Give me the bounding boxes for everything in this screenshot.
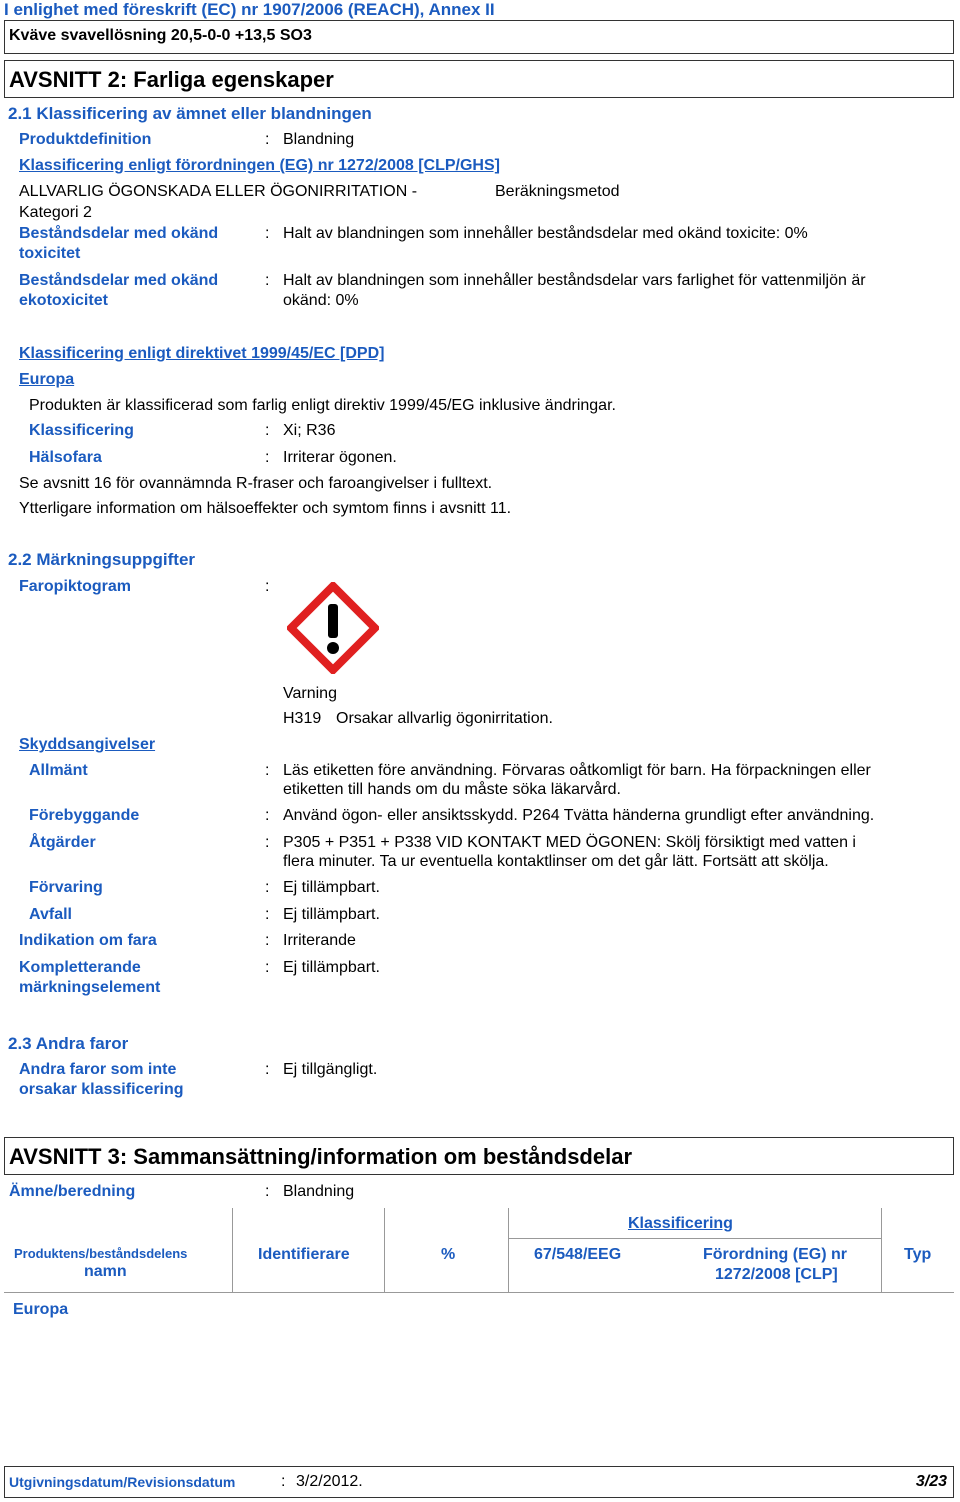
colon: : bbox=[265, 131, 270, 148]
colon: : bbox=[265, 879, 270, 896]
r-phrases-note: Se avsnitt 16 för ovannämnda R-fraser och faroangivelser i fulltext. bbox=[19, 475, 493, 492]
response-label: Åtgärder bbox=[29, 834, 96, 851]
disposal-value: Ej tillämpbart. bbox=[283, 906, 380, 923]
storage-value: Ej tillämpbart. bbox=[283, 879, 380, 896]
product-name: Kväve svavellösning 20,5-0-0 +13,5 SO3 bbox=[9, 27, 312, 44]
health-hazard-value: Irriterar ögonen. bbox=[283, 449, 397, 466]
unknown-toxicity-label-line2: toxicitet bbox=[19, 245, 81, 262]
subsection-2-1-title: 2.1 Klassificering av ämnet eller blandningen bbox=[8, 104, 372, 123]
colon: : bbox=[265, 272, 270, 289]
table-column-divider bbox=[384, 1208, 385, 1292]
column-regulation-header-line2: 1272/2008 [CLP] bbox=[715, 1266, 838, 1283]
dpd-classification-text: Produkten är klassificerad som farlig enligt direktiv 1999/45/EG inklusive ändringar. bbox=[29, 397, 616, 414]
unknown-toxicity-value: Halt av blandningen som innehåller beståndsdelar med okänd toxicite: 0% bbox=[283, 225, 808, 242]
substance-value: Blandning bbox=[283, 1183, 355, 1200]
table-column-divider bbox=[508, 1208, 509, 1292]
general-label: Allmänt bbox=[29, 762, 88, 779]
clp-classification-line2: Kategori 2 bbox=[19, 204, 92, 221]
prevention-label: Förebyggande bbox=[29, 807, 140, 824]
section-3-header bbox=[4, 1137, 954, 1175]
colon: : bbox=[281, 1473, 286, 1490]
colon: : bbox=[265, 932, 270, 949]
health-hazard-label: Hälsofara bbox=[29, 449, 102, 466]
supplemental-label-line1: Kompletterande bbox=[19, 959, 141, 976]
colon: : bbox=[265, 762, 270, 779]
europe-row-label: Europa bbox=[13, 1301, 69, 1318]
section-3-title: AVSNITT 3: Sammansättning/information om beståndsdelar bbox=[9, 1144, 633, 1169]
subsection-2-2-title: 2.2 Märkningsuppgifter bbox=[8, 550, 196, 569]
signal-word: Varning bbox=[283, 685, 337, 702]
unknown-ecotoxicity-value-line2: okänd: 0% bbox=[283, 292, 359, 309]
column-regulation-header-line1: Förordning (EG) nr bbox=[703, 1246, 847, 1263]
unknown-toxicity-label-line1: Beståndsdelar med okänd bbox=[19, 225, 219, 242]
disposal-label: Avfall bbox=[29, 906, 72, 923]
clp-classification-title: Klassificering enligt förordningen (EG) nr 1272/2008 [CLP/GHS] bbox=[19, 157, 500, 174]
product-name-box bbox=[4, 20, 954, 54]
unknown-ecotoxicity-value-line1: Halt av blandningen som innehåller beståndsdelar vars farlighet för vattenmiljön är bbox=[283, 272, 866, 289]
section-2-title: AVSNITT 2: Farliga egenskaper bbox=[9, 67, 334, 92]
hazard-statement: Orsakar allvarlig ögonirritation. bbox=[336, 710, 553, 727]
general-value-line1: Läs etiketten före användning. Förvaras oåtkomligt för barn. Ha förpackningen eller bbox=[283, 762, 871, 779]
column-percent-header: % bbox=[441, 1246, 456, 1263]
classification-label: Klassificering bbox=[29, 422, 134, 439]
colon: : bbox=[265, 834, 270, 851]
europe-label: Europa bbox=[19, 371, 75, 388]
page-footer bbox=[4, 1466, 954, 1498]
regulation-header: I enlighet med föreskrift (EC) nr 1907/2006 (REACH), Annex II bbox=[4, 0, 495, 19]
classification-value: Xi; R36 bbox=[283, 422, 336, 439]
prevention-value: Använd ögon- eller ansiktsskydd. P264 Tvätta händerna grundligt efter användning. bbox=[283, 807, 875, 824]
issue-date-value: 3/2/2012. bbox=[296, 1473, 363, 1490]
pictogram-label: Faropiktogram bbox=[19, 578, 132, 595]
column-identifier-header: Identifierare bbox=[258, 1246, 350, 1263]
response-value-line1: P305 + P351 + P338 VID KONTAKT MED ÖGONEN: Skölj försiktigt med vatten i bbox=[283, 834, 856, 851]
subsection-2-3-title: 2.3 Andra faror bbox=[8, 1034, 129, 1053]
colon: : bbox=[265, 449, 270, 466]
response-value-line2: flera minuter. Ta ur eventuella kontaktlinser om det går lätt. Fortsätt att skölja. bbox=[283, 853, 829, 870]
classification-header: Klassificering bbox=[628, 1215, 733, 1232]
exclamation-mark-diamond-icon bbox=[287, 582, 379, 674]
column-name-header-line1: Produktens/beståndsdelens bbox=[14, 1246, 188, 1261]
unknown-ecotoxicity-label-line2: ekotoxicitet bbox=[19, 292, 108, 309]
table-row-divider bbox=[4, 1292, 954, 1293]
colon: : bbox=[265, 906, 270, 923]
column-type-header: Typ bbox=[904, 1246, 932, 1263]
product-definition-value: Blandning bbox=[283, 131, 355, 148]
storage-label: Förvaring bbox=[29, 879, 103, 896]
supplemental-label-line2: märkningselement bbox=[19, 979, 161, 996]
table-row-divider bbox=[508, 1238, 881, 1239]
clp-classification-line1: ALLVARLIG ÖGONSKADA ELLER ÖGONIRRITATION - bbox=[19, 183, 418, 200]
issue-date-label: Utgivningsdatum/Revisionsdatum bbox=[9, 1474, 236, 1490]
colon: : bbox=[265, 959, 270, 976]
unknown-ecotoxicity-label-line1: Beståndsdelar med okänd bbox=[19, 272, 219, 289]
supplemental-value: Ej tillämpbart. bbox=[283, 959, 380, 976]
product-definition-label: Produktdefinition bbox=[19, 131, 152, 148]
hazard-code: H319 bbox=[283, 710, 322, 727]
clp-classification-method: Beräkningsmetod bbox=[495, 183, 620, 200]
general-value-line2: etiketten till hands om du måste söka läkarvård. bbox=[283, 781, 621, 798]
table-column-divider bbox=[881, 1208, 882, 1292]
colon: : bbox=[265, 422, 270, 439]
other-hazards-label-line2: orsakar klassificering bbox=[19, 1081, 184, 1098]
table-column-divider bbox=[232, 1208, 233, 1292]
health-effects-note: Ytterligare information om hälsoeffekter och symtom finns i avsnitt 11. bbox=[19, 500, 512, 517]
colon: : bbox=[265, 1183, 270, 1200]
page-number: 3/23 bbox=[915, 1473, 947, 1490]
other-hazards-value: Ej tillgängligt. bbox=[283, 1061, 378, 1078]
section-2-header bbox=[4, 60, 954, 98]
hazard-indication-label: Indikation om fara bbox=[19, 932, 157, 949]
substance-label: Ämne/beredning bbox=[9, 1183, 136, 1200]
colon: : bbox=[265, 225, 270, 242]
hazard-indication-value: Irriterande bbox=[283, 932, 356, 949]
column-eec-header: 67/548/EEG bbox=[534, 1246, 622, 1263]
colon: : bbox=[265, 578, 270, 595]
other-hazards-label-line1: Andra faror som inte bbox=[19, 1061, 177, 1078]
column-name-header-line2: namn bbox=[84, 1263, 127, 1280]
dpd-classification-title: Klassificering enligt direktivet 1999/45/EC [DPD] bbox=[19, 345, 385, 362]
precautionary-statements-title: Skyddsangivelser bbox=[19, 736, 156, 753]
colon: : bbox=[265, 1061, 270, 1078]
colon: : bbox=[265, 807, 270, 824]
